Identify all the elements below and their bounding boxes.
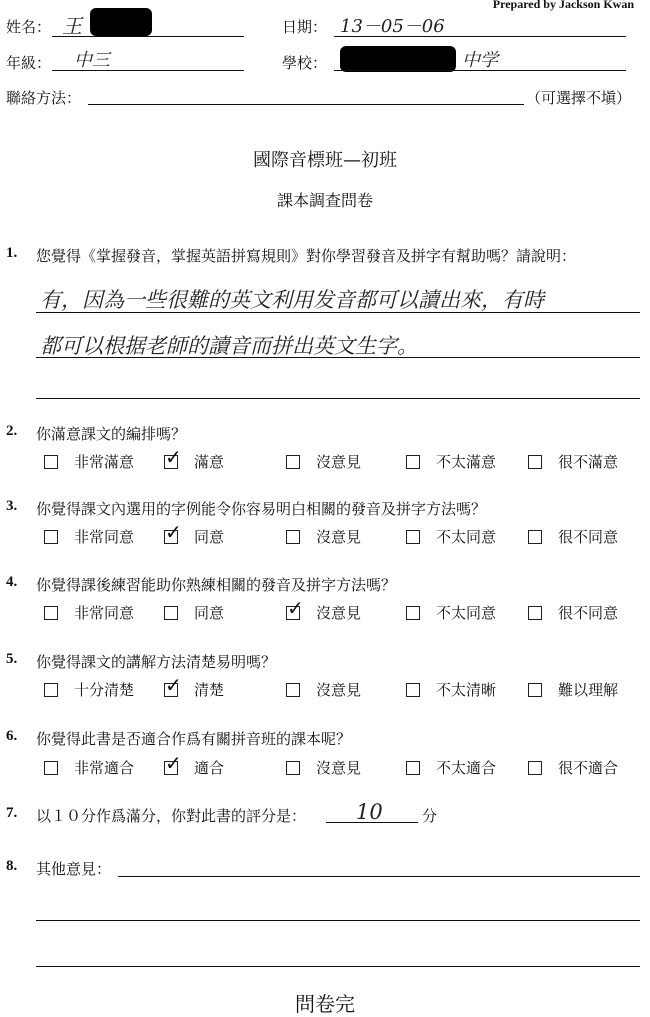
question-number: 4. bbox=[6, 574, 18, 590]
prepared-by: Prepared by Jackson Kwan bbox=[492, 0, 634, 11]
option-suitable[interactable]: ✓ 適合 bbox=[165, 750, 225, 777]
checkbox[interactable] bbox=[286, 455, 300, 469]
option-very-clear[interactable]: 十分清楚 bbox=[44, 679, 134, 700]
option-very-suitable[interactable]: 非常適合 bbox=[44, 757, 134, 778]
question-text: 你覺得課文的講解方法清楚易明嗎？ bbox=[36, 653, 277, 671]
option-no-opinion[interactable]: 沒意見 bbox=[286, 526, 361, 547]
page-title: 國際音標班—初班 bbox=[253, 150, 397, 171]
checkbox[interactable] bbox=[406, 455, 420, 469]
date-label: 日期： bbox=[282, 18, 328, 36]
checkbox-checked[interactable] bbox=[164, 672, 182, 697]
checkbox[interactable] bbox=[44, 683, 58, 697]
option-very-unsuitable[interactable]: 很不適合 bbox=[528, 757, 618, 778]
question-text: 你覺得課後練習能助你熟練相關的發音及拼字方法嗎？ bbox=[36, 576, 397, 594]
answer-line-1: 有，因為一些很難的英文利用发音都可以讀出來，有時 bbox=[40, 288, 544, 312]
check-mark-icon: ✓ bbox=[165, 750, 182, 775]
checkbox[interactable] bbox=[44, 530, 58, 544]
school-value: 中学 bbox=[462, 50, 498, 71]
checkbox-checked[interactable] bbox=[164, 750, 182, 775]
option-no-opinion[interactable]: ✓ 沒意見 bbox=[287, 595, 362, 622]
answer-rule-3 bbox=[36, 398, 640, 399]
contact-line bbox=[88, 104, 524, 105]
comment-line-2 bbox=[36, 920, 640, 921]
checkbox[interactable] bbox=[44, 761, 58, 775]
question-text: 你滿意課文的編排嗎？ bbox=[36, 425, 187, 443]
page-subtitle: 課本調查問卷 bbox=[276, 191, 373, 210]
question-number: 1. bbox=[6, 245, 18, 261]
school-line bbox=[334, 70, 626, 71]
checkbox[interactable] bbox=[406, 761, 420, 775]
school-label: 學校： bbox=[282, 54, 328, 72]
checkbox-checked[interactable] bbox=[164, 444, 182, 469]
check-mark-icon: ✓ bbox=[287, 595, 304, 620]
grade-value: 中三 bbox=[74, 50, 110, 71]
check-mark-icon: ✓ bbox=[165, 444, 182, 469]
check-mark-icon: ✓ bbox=[165, 519, 182, 544]
option-agree[interactable]: 同意 bbox=[164, 602, 224, 623]
option-somewhat-disagree[interactable]: 不太同意 bbox=[406, 526, 496, 547]
checkbox[interactable] bbox=[286, 761, 300, 775]
end-of-questionnaire: 問卷完 bbox=[295, 992, 355, 1016]
option-somewhat-disagree[interactable]: 不太同意 bbox=[406, 602, 496, 623]
option-very-satisfied[interactable]: 非常滿意 bbox=[44, 451, 134, 472]
comment-line-1 bbox=[118, 876, 640, 877]
score-unit: 分 bbox=[422, 807, 438, 825]
question-number: 6. bbox=[6, 728, 18, 744]
question-text: 其他意見： bbox=[36, 860, 112, 878]
checkbox[interactable] bbox=[44, 455, 58, 469]
checkbox[interactable] bbox=[164, 606, 178, 620]
name-line bbox=[52, 36, 244, 37]
question-number: 7. bbox=[6, 805, 18, 821]
checkbox-checked[interactable] bbox=[286, 595, 304, 620]
checkbox[interactable] bbox=[286, 530, 300, 544]
grade-label: 年級： bbox=[6, 54, 52, 72]
question-text: 以１０分作爲滿分，你對此書的評分是： bbox=[36, 807, 307, 825]
option-very-dissatisfied[interactable]: 很不滿意 bbox=[528, 451, 618, 472]
question-number: 2. bbox=[6, 423, 18, 439]
comment-line-3 bbox=[36, 966, 640, 967]
date-value: 13－05－06 bbox=[340, 16, 445, 37]
checkbox[interactable] bbox=[44, 606, 58, 620]
redacted-school-name bbox=[340, 46, 456, 72]
checkbox-checked[interactable] bbox=[164, 519, 182, 544]
option-no-opinion[interactable]: 沒意見 bbox=[286, 757, 361, 778]
checkbox[interactable] bbox=[406, 530, 420, 544]
option-no-opinion[interactable]: 沒意見 bbox=[286, 451, 361, 472]
contact-note: （可選擇不塡） bbox=[526, 89, 632, 107]
answer-rule-1 bbox=[36, 312, 640, 313]
redacted-surname bbox=[90, 8, 152, 36]
option-strongly-disagree[interactable]: 很不同意 bbox=[528, 602, 618, 623]
option-hard-to-understand[interactable]: 難以理解 bbox=[528, 679, 618, 700]
option-satisfied[interactable]: ✓ 滿意 bbox=[165, 444, 225, 471]
option-not-very-clear[interactable]: 不太清晰 bbox=[406, 679, 496, 700]
checkbox[interactable] bbox=[528, 683, 542, 697]
question-text: 你覺得此書是否適合作爲有關拼音班的課本呢？ bbox=[36, 730, 352, 748]
checkbox[interactable] bbox=[528, 761, 542, 775]
question-number: 5. bbox=[6, 651, 18, 667]
score-value: 10 bbox=[356, 800, 383, 824]
option-agree[interactable]: ✓ 同意 bbox=[165, 519, 225, 546]
checkbox[interactable] bbox=[528, 530, 542, 544]
checkbox[interactable] bbox=[528, 455, 542, 469]
question-number: 8. bbox=[6, 858, 18, 874]
date-line bbox=[334, 36, 626, 37]
option-strongly-disagree[interactable]: 很不同意 bbox=[528, 526, 618, 547]
name-value: 王 bbox=[62, 14, 82, 38]
option-no-opinion[interactable]: 沒意見 bbox=[286, 679, 361, 700]
check-mark-icon: ✓ bbox=[165, 672, 182, 697]
option-not-very-suitable[interactable]: 不太適合 bbox=[406, 757, 496, 778]
option-clear[interactable]: ✓ 清楚 bbox=[165, 672, 225, 699]
option-not-very-satisfied[interactable]: 不太滿意 bbox=[406, 451, 496, 472]
checkbox[interactable] bbox=[406, 683, 420, 697]
checkbox[interactable] bbox=[286, 683, 300, 697]
checkbox[interactable] bbox=[528, 606, 542, 620]
option-strongly-agree[interactable]: 非常同意 bbox=[44, 602, 134, 623]
name-label: 姓名： bbox=[6, 18, 52, 36]
contact-label: 聯絡方法： bbox=[6, 89, 82, 107]
answer-line-2: 都可以根据老師的讀音而拼出英文生字。 bbox=[40, 334, 418, 358]
score-line bbox=[326, 822, 418, 823]
option-strongly-agree[interactable]: 非常同意 bbox=[44, 526, 134, 547]
grade-line bbox=[52, 70, 244, 71]
question-number: 3. bbox=[6, 498, 18, 514]
answer-rule-2 bbox=[36, 357, 640, 358]
question-text: 你覺得課文內選用的字例能令你容易明白相關的發音及拼字方法嗎？ bbox=[36, 500, 487, 518]
checkbox[interactable] bbox=[406, 606, 420, 620]
question-text: 您覺得《掌握發音，掌握英語拼寫規則》對你學習發音及拼字有幫助嗎？請說明： bbox=[36, 247, 577, 265]
